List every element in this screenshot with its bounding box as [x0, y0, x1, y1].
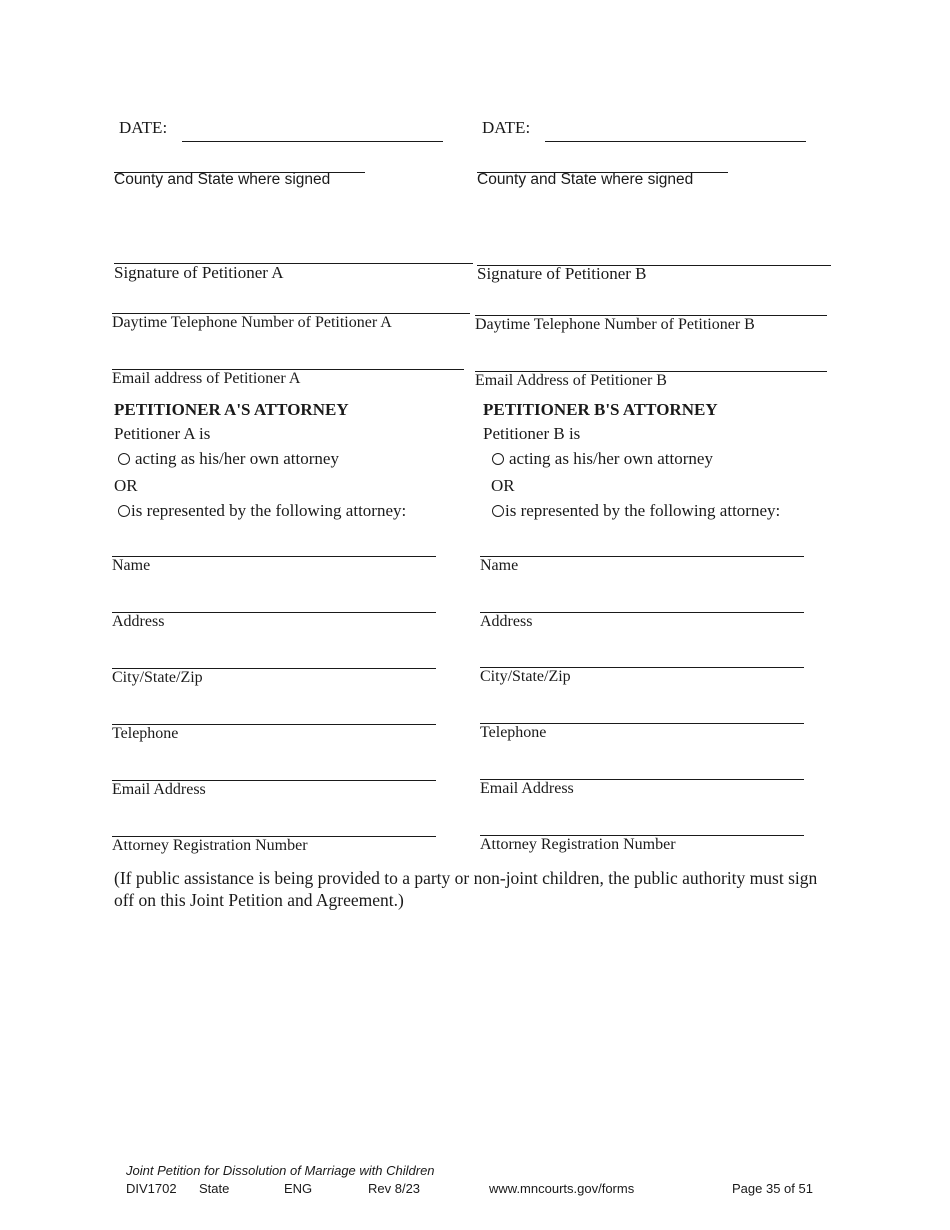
option-represented-a[interactable]	[118, 502, 406, 519]
attorney-address-label-b: Address	[480, 613, 533, 630]
footer-url[interactable]: www.mncourts.gov/forms	[489, 1181, 635, 1196]
signature-label-b: Signature of Petitioner B	[477, 264, 647, 283]
attorney-registration-label-b: Attorney Registration Number	[480, 836, 676, 853]
option-own-attorney-a[interactable]	[118, 450, 339, 467]
attorney-city-label-b: City/State/Zip	[480, 668, 571, 685]
or-label-a: OR	[114, 476, 138, 495]
email-label-b: Email Address of Petitioner B	[475, 372, 667, 389]
footer-language: ENG	[284, 1181, 313, 1196]
petitioner-is-label-a: Petitioner A is	[114, 424, 211, 443]
attorney-phone-label-a: Telephone	[112, 725, 179, 742]
footer-form-title: Joint Petition for Dissolution of Marriage with Children	[126, 1163, 435, 1178]
attorney-city-label-a: City/State/Zip	[112, 669, 203, 686]
attorney-name-label-a: Name	[112, 557, 151, 574]
attorney-name-line-b[interactable]	[480, 556, 804, 557]
attorney-name-label-b: Name	[480, 557, 519, 574]
attorney-email-label-a: Email Address	[112, 781, 206, 798]
county-label-b: County and State where signed	[477, 171, 694, 188]
option-represented-b-label: is represented by the following attorney:	[505, 501, 781, 520]
radio-represented-b[interactable]	[492, 505, 504, 517]
option-own-attorney-b[interactable]	[492, 450, 713, 467]
footer-jurisdiction: State	[199, 1181, 230, 1196]
attorney-registration-label-a: Attorney Registration Number	[112, 837, 308, 854]
footer-revision: Rev 8/23	[368, 1181, 421, 1196]
option-own-attorney-a-label: acting as his/her own attorney	[135, 449, 339, 468]
public-assistance-note: (If public assistance is being provided to a party or non-joint children, the public authority must sign off on this Joint Petition and Agreement.)	[114, 868, 818, 910]
footer-page-number: Page 35 of 51	[732, 1181, 813, 1196]
signature-label-a: Signature of Petitioner A	[114, 263, 284, 282]
phone-label-b: Daytime Telephone Number of Petitioner B	[475, 316, 755, 333]
radio-represented-a[interactable]	[118, 505, 130, 517]
footer-form-id: DIV1702	[126, 1181, 177, 1196]
email-label-a: Email address of Petitioner A	[112, 370, 301, 387]
petitioner-is-label-b: Petitioner B is	[483, 424, 581, 443]
date-line-b[interactable]	[545, 141, 806, 142]
phone-label-a: Daytime Telephone Number of Petitioner A	[112, 314, 392, 331]
attorney-email-label-b: Email Address	[480, 780, 574, 797]
option-represented-a-label: is represented by the following attorney:	[131, 501, 407, 520]
radio-own-attorney-a[interactable]	[118, 453, 130, 465]
date-label-a: DATE:	[119, 118, 168, 137]
radio-own-attorney-b[interactable]	[492, 453, 504, 465]
attorney-heading-b: PETITIONER B'S ATTORNEY	[483, 400, 718, 419]
or-label-b: OR	[491, 476, 515, 495]
option-own-attorney-b-label: acting as his/her own attorney	[509, 449, 713, 468]
county-label-a: County and State where signed	[114, 171, 331, 188]
attorney-name-line-a[interactable]	[112, 556, 436, 557]
date-label-b: DATE:	[482, 118, 531, 137]
attorney-address-label-a: Address	[112, 613, 165, 630]
date-line-a[interactable]	[182, 141, 443, 142]
attorney-phone-label-b: Telephone	[480, 724, 547, 741]
option-represented-b[interactable]	[492, 502, 780, 519]
attorney-heading-a: PETITIONER A'S ATTORNEY	[114, 400, 349, 419]
